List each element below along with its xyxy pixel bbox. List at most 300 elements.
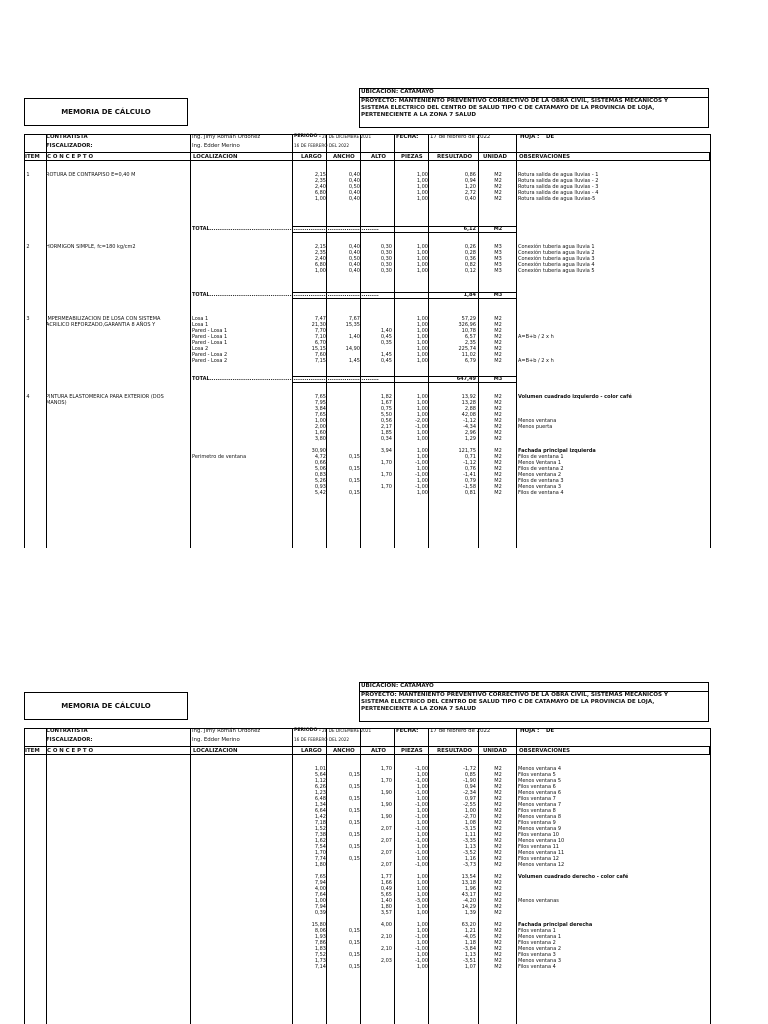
cell-ancho: 0,40 bbox=[348, 244, 360, 250]
cell-resultado: 0,76 bbox=[464, 466, 476, 472]
cell-unidad: M3 bbox=[494, 250, 502, 256]
cell-unidad: M2 bbox=[494, 862, 502, 868]
cell-piezas: 1,00 bbox=[416, 478, 428, 484]
table-header bbox=[24, 152, 710, 161]
table-column-rule bbox=[710, 728, 711, 1024]
cell-ancho: 0,15 bbox=[348, 478, 360, 484]
cell-ancho: 0,15 bbox=[348, 832, 360, 838]
cell-observaciones: Filos ventana 9 bbox=[518, 820, 556, 826]
cell-unidad: M2 bbox=[494, 400, 502, 406]
cell-resultado: 6,79 bbox=[464, 358, 476, 364]
cell-alto: 0,30 bbox=[380, 268, 392, 274]
cell-observaciones: Filos de ventana 2 bbox=[518, 466, 564, 472]
cell-resultado: 10,78 bbox=[461, 328, 476, 334]
cell-resultado: 326,96 bbox=[458, 322, 476, 328]
cell-ancho: 14,90 bbox=[345, 346, 360, 352]
fecha-label: FECHA: bbox=[396, 134, 419, 140]
cell-unidad: M3 bbox=[494, 262, 502, 268]
cell-largo: 7,64 bbox=[314, 892, 326, 898]
cell-unidad: M2 bbox=[494, 910, 502, 916]
cell-observaciones: Filos ventana 2 bbox=[518, 940, 556, 946]
cell-alto: 2,07 bbox=[380, 838, 392, 844]
cell-resultado: 0,28 bbox=[464, 250, 476, 256]
cell-resultado: 0,82 bbox=[464, 262, 476, 268]
total-label: TOTAL......................................................................................... bbox=[192, 292, 379, 298]
cell-alto: 0,75 bbox=[380, 406, 392, 412]
cell-resultado: 0,79 bbox=[464, 478, 476, 484]
cell-largo: 1,70 bbox=[314, 850, 326, 856]
cell-largo: 1,00 bbox=[314, 418, 326, 424]
cell-unidad: M2 bbox=[494, 352, 502, 358]
col-ancho: ANCHO bbox=[333, 154, 355, 160]
cell-piezas: 1,00 bbox=[416, 904, 428, 910]
periodo-value-2: 16 DE FEBRERO DEL 2022 bbox=[294, 143, 350, 148]
cell-resultado: 43,17 bbox=[461, 892, 476, 898]
col-resultado: RESULTADO bbox=[437, 154, 473, 160]
cell-piezas: 1,00 bbox=[416, 262, 428, 268]
cell-observaciones: Conexión tuberia agua lluvia 4 bbox=[518, 262, 595, 268]
cell-unidad: M2 bbox=[494, 784, 502, 790]
sheet-info bbox=[24, 728, 710, 748]
cell-alto: 1,70 bbox=[380, 472, 392, 478]
cell-piezas: 1,00 bbox=[416, 196, 428, 202]
cell-largo: 0,93 bbox=[314, 484, 326, 490]
cell-alto: 1,90 bbox=[380, 814, 392, 820]
cell-largo: 1,80 bbox=[314, 862, 326, 868]
col-ancho: ANCHO bbox=[333, 748, 355, 754]
ubicacion-text: UBICACIÓN: CATAMAYO bbox=[361, 89, 434, 95]
cell-observaciones: A=B+b / 2 x h bbox=[518, 358, 554, 364]
cell-ancho: 0,15 bbox=[348, 952, 360, 958]
cell-ancho: 0,15 bbox=[348, 466, 360, 472]
cell-observaciones: Rotura salida de agua lluvias - 3 bbox=[518, 184, 599, 190]
cell-resultado: 1,11 bbox=[464, 832, 476, 838]
cell-resultado: -4,20 bbox=[463, 898, 476, 904]
cell-unidad: M2 bbox=[494, 832, 502, 838]
cell-unidad: M2 bbox=[494, 850, 502, 856]
cell-piezas: 1,00 bbox=[416, 172, 428, 178]
cell-largo: 7,14 bbox=[314, 964, 326, 970]
cell-piezas: 1,00 bbox=[416, 454, 428, 460]
cell-ancho: 0,50 bbox=[348, 184, 360, 190]
cell-ancho: 0,50 bbox=[348, 256, 360, 262]
cell-resultado: 1,00 bbox=[464, 808, 476, 814]
cell-resultado: 0,71 bbox=[464, 454, 476, 460]
cell-largo: 7,60 bbox=[314, 352, 326, 358]
cell-resultado: 1,08 bbox=[464, 820, 476, 826]
col-piezas: PIEZAS bbox=[401, 748, 423, 754]
cell-resultado: 57,29 bbox=[461, 316, 476, 322]
cell-unidad: M2 bbox=[494, 952, 502, 958]
cell-ancho: 0,40 bbox=[348, 172, 360, 178]
col-largo: LARGO bbox=[301, 154, 322, 160]
cell-observaciones: Filos ventana 8 bbox=[518, 808, 556, 814]
cell-resultado: 1,96 bbox=[464, 886, 476, 892]
cell-alto: 0,30 bbox=[380, 256, 392, 262]
sheet-info bbox=[24, 134, 710, 154]
hoja-value: DE bbox=[546, 728, 555, 734]
cell-unidad: M2 bbox=[494, 766, 502, 772]
cell-piezas: -1,00 bbox=[415, 802, 428, 808]
cell-piezas: 1,00 bbox=[416, 430, 428, 436]
cell-unidad: M2 bbox=[494, 844, 502, 850]
cell-resultado: 0,94 bbox=[464, 784, 476, 790]
cell-piezas: 1,00 bbox=[416, 964, 428, 970]
cell-alto: 2,07 bbox=[380, 862, 392, 868]
cell-observaciones: Conexión tuberia agua lluvia 1 bbox=[518, 244, 595, 250]
cell-observaciones: Menos ventana 10 bbox=[518, 838, 565, 844]
cell-localizacion: Pared - Losa 2 bbox=[192, 352, 228, 358]
cell-largo: 6,70 bbox=[314, 340, 326, 346]
cell-ancho: 0,40 bbox=[348, 196, 360, 202]
cell-piezas: -1,00 bbox=[415, 934, 428, 940]
cell-largo: 2,15 bbox=[314, 244, 326, 250]
cell-unidad: M2 bbox=[494, 316, 502, 322]
cell-piezas: -1,00 bbox=[415, 946, 428, 952]
cell-resultado: -2,70 bbox=[463, 814, 476, 820]
cell-piezas: 1,00 bbox=[416, 880, 428, 886]
cell-largo: 7,38 bbox=[314, 832, 326, 838]
cell-largo: 2,40 bbox=[314, 256, 326, 262]
cell-observaciones: Menos ventana bbox=[518, 418, 557, 424]
cell-unidad: M2 bbox=[494, 322, 502, 328]
cell-piezas: 1,00 bbox=[416, 808, 428, 814]
cell-unidad: M2 bbox=[494, 430, 502, 436]
cell-item: 3 bbox=[26, 316, 30, 322]
col-unidad: UNIDAD bbox=[483, 154, 508, 160]
cell-observaciones: Rotura salida de agua lluvias - 1 bbox=[518, 172, 599, 178]
proyecto-line-3: PERTENECIENTE A LA ZONA 7 SALUD bbox=[361, 706, 477, 712]
cell-observaciones: Menos Ventana 1 bbox=[518, 460, 562, 466]
cell-resultado: -1,12 bbox=[463, 460, 476, 466]
cell-resultado: 2,88 bbox=[464, 406, 476, 412]
cell-ancho: 0,15 bbox=[348, 964, 360, 970]
cell-largo: 1,60 bbox=[314, 430, 326, 436]
fiscalizador-value: Ing. Edder Merino bbox=[192, 143, 240, 149]
col-concepto: C O N C E P T O bbox=[47, 748, 94, 754]
sheet-header bbox=[24, 88, 710, 136]
cell-ancho: 0,15 bbox=[348, 490, 360, 496]
cell-piezas: 1,00 bbox=[416, 268, 428, 274]
cell-alto: 5,50 bbox=[380, 412, 392, 418]
cell-resultado: 1,13 bbox=[464, 844, 476, 850]
cell-observaciones: Volumen cuadrado izquierdo - color café bbox=[518, 394, 632, 400]
cell-piezas: 1,00 bbox=[416, 910, 428, 916]
proyecto-line-1: PROYECTO: MANTENIENTO PREVENTIVO CORRECTIVO DE LA OBRA CIVIL, SISTEMAS MECANICOS Y bbox=[361, 692, 669, 698]
total-rule bbox=[292, 226, 516, 227]
cell-observaciones: Menos ventana 2 bbox=[518, 472, 562, 478]
cell-localizacion: Pared - Losa 2 bbox=[192, 358, 228, 364]
cell-observaciones: Fachada principal izquierda bbox=[518, 448, 596, 454]
cell-alto: 1,45 bbox=[380, 352, 392, 358]
cell-concepto: MANOS) bbox=[46, 400, 67, 406]
cell-alto: 1,40 bbox=[380, 898, 392, 904]
hoja-label: HOJA : bbox=[520, 134, 540, 140]
cell-largo: 15,80 bbox=[311, 922, 326, 928]
cell-alto: 0,30 bbox=[380, 244, 392, 250]
cell-unidad: M2 bbox=[494, 334, 502, 340]
cell-piezas: 1,00 bbox=[416, 922, 428, 928]
cell-piezas: 1,00 bbox=[416, 820, 428, 826]
cell-largo: 2,00 bbox=[314, 424, 326, 430]
cell-piezas: 1,00 bbox=[416, 184, 428, 190]
cell-resultado: -1,12 bbox=[463, 418, 476, 424]
cell-alto: 0,45 bbox=[380, 358, 392, 364]
cell-observaciones: Filos ventana 11 bbox=[518, 844, 559, 850]
cell-observaciones: A=B+b / 2 x h bbox=[518, 334, 554, 340]
cell-alto: 2,10 bbox=[380, 946, 392, 952]
col-concepto: C O N C E P T O bbox=[47, 154, 94, 160]
cell-observaciones: Filos de ventana 4 bbox=[518, 490, 564, 496]
cell-ancho: 0,40 bbox=[348, 178, 360, 184]
cell-largo: 30,90 bbox=[311, 448, 326, 454]
cell-largo: 7,10 bbox=[314, 334, 326, 340]
cell-resultado: 1,07 bbox=[464, 964, 476, 970]
cell-largo: 7,94 bbox=[314, 880, 326, 886]
cell-piezas: 1,00 bbox=[416, 874, 428, 880]
cell-resultado: 0,85 bbox=[464, 772, 476, 778]
cell-unidad: M3 bbox=[494, 268, 502, 274]
cell-resultado: -4,05 bbox=[463, 934, 476, 940]
cell-resultado: 13,54 bbox=[461, 874, 476, 880]
cell-resultado: 6,57 bbox=[464, 334, 476, 340]
cell-piezas: 1,00 bbox=[416, 352, 428, 358]
cell-observaciones: Conexión tuberia agua lluvia 5 bbox=[518, 268, 595, 274]
cell-observaciones: Filos ventana 1 bbox=[518, 928, 556, 934]
cell-piezas: 1,00 bbox=[416, 250, 428, 256]
cell-largo: 0,83 bbox=[314, 472, 326, 478]
cell-resultado: 1,39 bbox=[464, 910, 476, 916]
cell-ancho: 0,15 bbox=[348, 820, 360, 826]
memoria-title: MEMORIA DE CÁLCULO bbox=[24, 692, 188, 720]
cell-resultado: -1,90 bbox=[463, 778, 476, 784]
fiscalizador-label: FISCALIZADOR: bbox=[46, 737, 93, 743]
cell-ancho: 0,15 bbox=[348, 454, 360, 460]
cell-largo: 1,12 bbox=[314, 778, 326, 784]
cell-resultado: 2,96 bbox=[464, 430, 476, 436]
cell-concepto: ROTURA DE CONTRAPISO E=0,40 M bbox=[46, 172, 136, 178]
cell-unidad: M2 bbox=[494, 448, 502, 454]
cell-unidad: M2 bbox=[494, 172, 502, 178]
cell-piezas: 1,00 bbox=[416, 346, 428, 352]
total-value: 647,49 bbox=[456, 376, 476, 382]
cell-unidad: M2 bbox=[494, 958, 502, 964]
cell-resultado: -3,84 bbox=[463, 946, 476, 952]
cell-piezas: 1,00 bbox=[416, 490, 428, 496]
sheet-page-1 bbox=[24, 88, 710, 548]
cell-resultado: -1,72 bbox=[463, 766, 476, 772]
cell-largo: 1,34 bbox=[314, 802, 326, 808]
header-rule bbox=[24, 728, 710, 729]
cell-resultado: 42,08 bbox=[461, 412, 476, 418]
cell-unidad: M2 bbox=[494, 964, 502, 970]
contratista-value: Ing. Jimy Román Ordoñez bbox=[192, 728, 261, 734]
cell-localizacion: Losa 1 bbox=[192, 322, 209, 328]
cell-piezas: 1,00 bbox=[416, 340, 428, 346]
cell-resultado: 1,20 bbox=[464, 184, 476, 190]
periodo-value: 28 DE DICIEMBRE 2021 bbox=[322, 728, 372, 733]
cell-piezas: 1,00 bbox=[416, 316, 428, 322]
cell-unidad: M2 bbox=[494, 928, 502, 934]
cell-unidad: M2 bbox=[494, 886, 502, 892]
cell-unidad: M2 bbox=[494, 922, 502, 928]
col-localizacion: LOCALIZACION bbox=[193, 748, 238, 754]
cell-resultado: -3,51 bbox=[463, 958, 476, 964]
cell-piezas: -1,00 bbox=[415, 790, 428, 796]
cell-alto: 4,00 bbox=[380, 922, 392, 928]
cell-unidad: M2 bbox=[494, 184, 502, 190]
cell-alto: 1,85 bbox=[380, 430, 392, 436]
table-header bbox=[24, 746, 710, 755]
cell-unidad: M2 bbox=[494, 856, 502, 862]
cell-observaciones: Menos ventana 9 bbox=[518, 826, 562, 832]
cell-piezas: -3,00 bbox=[415, 898, 428, 904]
contratista-label: CONTRATISTA bbox=[46, 134, 88, 140]
cell-largo: 0,39 bbox=[314, 910, 326, 916]
cell-alto: 1,77 bbox=[380, 874, 392, 880]
cell-largo: 6,80 bbox=[314, 190, 326, 196]
cell-largo: 1,23 bbox=[314, 790, 326, 796]
cell-unidad: M2 bbox=[494, 454, 502, 460]
cell-alto: 1,70 bbox=[380, 766, 392, 772]
cell-unidad: M2 bbox=[494, 340, 502, 346]
cell-observaciones: Menos ventana 12 bbox=[518, 862, 565, 868]
cell-alto: 0,30 bbox=[380, 262, 392, 268]
cell-item: 2 bbox=[26, 244, 30, 250]
col-alto: ALTO bbox=[371, 748, 386, 754]
cell-unidad: M2 bbox=[494, 796, 502, 802]
cell-ancho: 0,15 bbox=[348, 808, 360, 814]
cell-resultado: 2,72 bbox=[464, 190, 476, 196]
cell-observaciones: Filos ventana 7 bbox=[518, 796, 556, 802]
cell-resultado: 0,40 bbox=[464, 196, 476, 202]
cell-largo: 1,00 bbox=[314, 898, 326, 904]
cell-unidad: M2 bbox=[494, 358, 502, 364]
cell-alto: 3,94 bbox=[380, 448, 392, 454]
col-item: ITEM bbox=[25, 154, 40, 160]
cell-largo: 1,73 bbox=[314, 958, 326, 964]
cell-unidad: M2 bbox=[494, 460, 502, 466]
cell-largo: 0,66 bbox=[314, 460, 326, 466]
cell-largo: 2,40 bbox=[314, 184, 326, 190]
cell-piezas: 1,00 bbox=[416, 892, 428, 898]
cell-piezas: 1,00 bbox=[416, 784, 428, 790]
cell-largo: 7,74 bbox=[314, 856, 326, 862]
cell-observaciones: Volumen cuadrado derecho - color café bbox=[518, 874, 629, 880]
cell-unidad: M2 bbox=[494, 346, 502, 352]
cell-observaciones: Menos puerta bbox=[518, 424, 553, 430]
cell-unidad: M2 bbox=[494, 904, 502, 910]
cell-piezas: -1,00 bbox=[415, 862, 428, 868]
total-value: 6,12 bbox=[463, 226, 476, 232]
cell-item: 1 bbox=[26, 172, 30, 178]
cell-alto: 2,07 bbox=[380, 826, 392, 832]
sheet-header bbox=[24, 682, 710, 730]
cell-ancho: 15,35 bbox=[345, 322, 360, 328]
cell-largo: 7,65 bbox=[314, 412, 326, 418]
cell-piezas: -1,00 bbox=[415, 460, 428, 466]
cell-alto: 2,07 bbox=[380, 850, 392, 856]
cell-piezas: 1,00 bbox=[416, 394, 428, 400]
cell-unidad: M2 bbox=[494, 772, 502, 778]
cell-unidad: M2 bbox=[494, 178, 502, 184]
col-unidad: UNIDAD bbox=[483, 748, 508, 754]
col-largo: LARGO bbox=[301, 748, 322, 754]
cell-observaciones: Rotura salida de agua lluvias - 2 bbox=[518, 178, 599, 184]
cell-alto: 0,35 bbox=[380, 340, 392, 346]
table-column-rule bbox=[710, 134, 711, 548]
periodo-value-2: 16 DE FEBRERO DEL 2022 bbox=[294, 737, 350, 742]
cell-unidad: M2 bbox=[494, 898, 502, 904]
cell-unidad: M2 bbox=[494, 472, 502, 478]
cell-observaciones: Conexión tuberia agua lluvia 2 bbox=[518, 250, 595, 256]
cell-piezas: 1,00 bbox=[416, 244, 428, 250]
col-piezas: PIEZAS bbox=[401, 154, 423, 160]
cell-unidad: M2 bbox=[494, 190, 502, 196]
cell-largo: 7,52 bbox=[314, 952, 326, 958]
cell-unidad: M2 bbox=[494, 790, 502, 796]
cell-ancho: 0,40 bbox=[348, 262, 360, 268]
proyecto-line-2: SISTEMA ELECTRICO DEL CENTRO DE SALUD TIPO C DE CATAMAYO DE LA PROVINCIA DE LOJA, bbox=[361, 699, 655, 705]
hoja-value: DE bbox=[546, 134, 555, 140]
fiscalizador-label: FISCALIZADOR: bbox=[46, 143, 93, 149]
cell-ancho: 7,67 bbox=[348, 316, 360, 322]
cell-largo: 8,06 bbox=[314, 928, 326, 934]
cell-resultado: 0,81 bbox=[464, 490, 476, 496]
cell-ancho: 0,15 bbox=[348, 784, 360, 790]
cell-piezas: 1,00 bbox=[416, 796, 428, 802]
cell-ancho: 0,15 bbox=[348, 940, 360, 946]
cell-unidad: M2 bbox=[494, 940, 502, 946]
cell-alto: 1,67 bbox=[380, 400, 392, 406]
cell-observaciones: Menos ventana 3 bbox=[518, 484, 562, 490]
cell-piezas: -2,00 bbox=[415, 418, 428, 424]
fecha-value: 17 de febrero de 2022 bbox=[430, 134, 491, 140]
cell-largo: 1,93 bbox=[314, 934, 326, 940]
cell-largo: 6,26 bbox=[314, 784, 326, 790]
cell-piezas: 1,00 bbox=[416, 328, 428, 334]
cell-largo: 1,42 bbox=[314, 814, 326, 820]
cell-largo: 7,86 bbox=[314, 940, 326, 946]
cell-resultado: 1,18 bbox=[464, 940, 476, 946]
cell-observaciones: Menos ventanas bbox=[518, 898, 559, 904]
contratista-value: Ing. Jimy Román Ordoñez bbox=[192, 134, 261, 140]
cell-resultado: 0,94 bbox=[464, 178, 476, 184]
cell-resultado: 63,20 bbox=[461, 922, 476, 928]
cell-unidad: M2 bbox=[494, 484, 502, 490]
cell-unidad: M2 bbox=[494, 478, 502, 484]
cell-observaciones: Menos ventana 1 bbox=[518, 934, 562, 940]
cell-unidad: M2 bbox=[494, 838, 502, 844]
cell-piezas: -1,00 bbox=[415, 850, 428, 856]
cell-largo: 2,15 bbox=[314, 172, 326, 178]
cell-unidad: M2 bbox=[494, 880, 502, 886]
cell-ancho: 0,15 bbox=[348, 772, 360, 778]
cell-localizacion: Pared - Losa 1 bbox=[192, 334, 228, 340]
cell-resultado: -4,34 bbox=[463, 424, 476, 430]
cell-largo: 5,42 bbox=[314, 490, 326, 496]
cell-piezas: -1,00 bbox=[415, 838, 428, 844]
cell-unidad: M2 bbox=[494, 934, 502, 940]
periodo-label: PERIODO : bbox=[294, 728, 321, 733]
total-label: TOTAL......................................................................................... bbox=[192, 376, 379, 382]
cell-localizacion: Pared - Losa 1 bbox=[192, 340, 228, 346]
cell-piezas: 1,00 bbox=[416, 466, 428, 472]
cell-ancho: 1,45 bbox=[348, 358, 360, 364]
cell-piezas: -1,00 bbox=[415, 472, 428, 478]
cell-observaciones: Menos ventana 8 bbox=[518, 814, 562, 820]
cell-largo: 4,00 bbox=[314, 886, 326, 892]
